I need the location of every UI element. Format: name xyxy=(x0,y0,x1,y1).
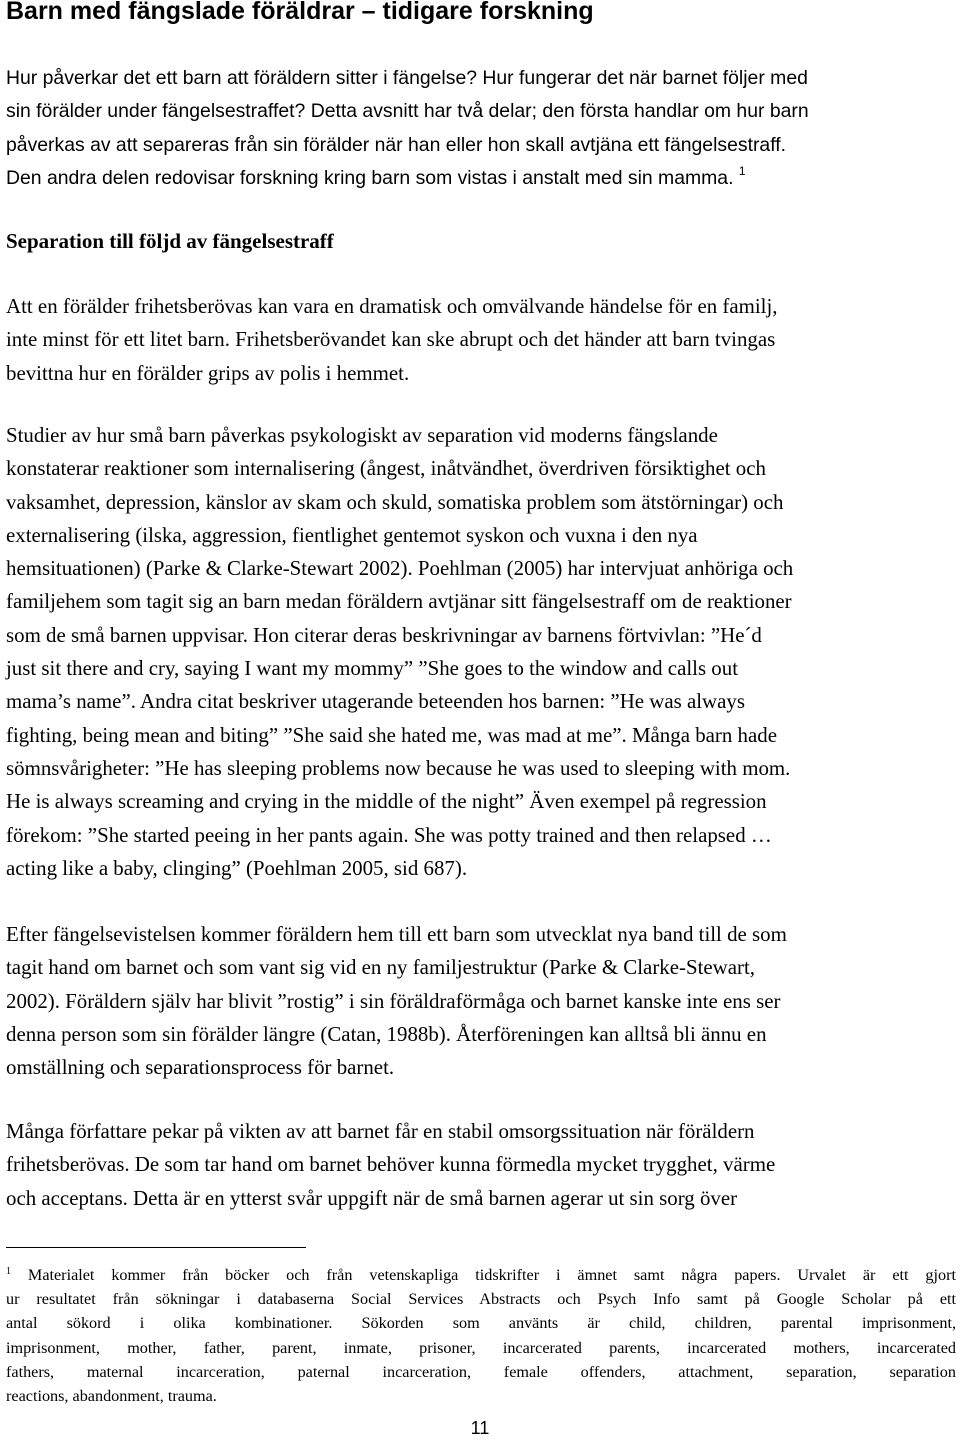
text-line: He is always screaming and crying in the middle of the night” Även exempel på regression xyxy=(6,789,767,814)
text-line: Studier av hur små barn påverkas psykologiskt av separation vid moderns fängslande xyxy=(6,423,718,447)
footnote-marker: 1 xyxy=(6,1266,11,1277)
text-line: sin förälder under fängelsestraffet? Detta avsnitt har två delar; den första handlar om hur barn xyxy=(6,100,809,123)
text-line: och acceptans. Detta är en ytterst svår uppgift när de små barnen agerar ut sin sorg över xyxy=(6,1185,738,1210)
paragraph-3 xyxy=(6,918,954,1084)
text-line: sömnsvårigheter: ”He has sleeping problems now because he was used to sleeping with mom. xyxy=(6,755,791,780)
text-line: konstaterar reaktioner som internalisering (ångest, inåtvändhet, överdriven försiktighet och xyxy=(6,456,766,481)
paragraph-4 xyxy=(6,1115,954,1215)
paragraph-2 xyxy=(6,419,954,885)
text-line: frihetsberövas. De som tar hand om barnet behöver kunna förmedla mycket trygghet, värme xyxy=(6,1152,776,1177)
text-line: vaksamhet, depression, känslor av skam och skuld, somatiska problem som ätstörningar) och xyxy=(6,489,784,514)
footnote-line: reactions, abandonment, trauma. xyxy=(6,1387,217,1406)
section-heading: Separation till följd av fängelsestraff xyxy=(6,229,334,253)
text-line: Efter fängelsevistelsen kommer föräldern hem till ett barn som utvecklat nya band till de som xyxy=(6,922,787,946)
text-line: hemsituationen) (Parke & Clarke-Stewart 2002). Poehlman (2005) har intervjuat anhöriga och xyxy=(6,556,794,581)
footnote-line xyxy=(6,1263,956,1287)
paragraph-1 xyxy=(6,290,954,390)
text-line: Många författare pekar på vikten av att barnet får en stabil omsorgssituation när föräldern xyxy=(6,1119,755,1143)
text-line: externalisering (ilska, aggression, fientlighet gentemot syskon och vuxna i den nya xyxy=(6,522,698,547)
footnote-reference: 1 xyxy=(738,163,746,178)
text-line: förekom: ”She started peeing in her pants again. She was potty trained and then relapsed … xyxy=(6,822,772,847)
text-line: 2002). Föräldern själv har blivit ”rostig” i sin föräldraförmåga och barnet kanske inte ens ser xyxy=(6,988,781,1013)
text-line: acting like a baby, clinging” (Poehlman 2005, sid 687). xyxy=(6,855,468,880)
text-line: fighting, being mean and biting” ”She said she hated me, was mad at me”. Många barn hade xyxy=(6,722,777,747)
text-line: Att en förälder frihetsberövas kan vara en dramatisk och omvälvande händelse för en familj, xyxy=(6,294,778,318)
intro-paragraph xyxy=(6,62,954,195)
text-line: Hur påverkar det ett barn att föräldern sitter i fängelse? Hur fungerar det när barnet följer med xyxy=(6,67,808,89)
text-line: denna person som sin förälder längre (Catan, 1988b). Återföreningen kan alltså bli ännu en xyxy=(6,1021,767,1046)
footnote-line: antal sökord i olika kombinationer. Sökorden som använts är child, children, parental imprisonment, xyxy=(6,1314,956,1333)
text-line: omställning och separationsprocess för barnet. xyxy=(6,1055,395,1080)
intro-last-line-text: Den andra delen redovisar forskning kring barn som vistas i anstalt med sin mamma. xyxy=(6,166,734,189)
text-line xyxy=(6,162,954,195)
footnote-line: ur resultatet från sökningar i databaserna Social Services Abstracts och Psych Info samt på Google Scholar på ett xyxy=(6,1290,956,1309)
text-line: bevittna hur en förälder grips av polis i hemmet. xyxy=(6,360,410,385)
text-line: påverkas av att separeras från sin förälder när han eller hon skall avtjäna ett fängelsestraff. xyxy=(6,133,787,156)
footnote-separator xyxy=(6,1247,306,1248)
footnote-line: fathers, maternal incarceration, paternal incarceration, female offenders, attachment, separation, separation xyxy=(6,1362,956,1381)
footnote-line: imprisonment, mother, father, parent, inmate, prisoner, incarcerated parents, incarcerated mothers, incarcerated xyxy=(6,1338,956,1357)
text-line: tagit hand om barnet och som vant sig vid en ny familjestruktur (Parke & Clarke-Stewart, xyxy=(6,955,755,980)
page-title: Barn med fängslade föräldrar – tidigare forskning xyxy=(6,0,594,25)
text-line: som de små barnen uppvisar. Hon citerar deras beskrivningar av barnens förtvivlan: ”He´d xyxy=(6,622,762,647)
footnote xyxy=(6,1263,956,1408)
text-line: just sit there and cry, saying I want my mommy” ”She goes to the window and calls out xyxy=(6,656,738,681)
text-line: inte minst för ett litet barn. Frihetsberövandet kan ske abrupt och det händer att barn tvingas xyxy=(6,327,776,352)
text-line: familjehem som tagit sig an barn medan föräldern avtjänar sitt fängelsestraff om de reaktioner xyxy=(6,589,792,614)
page-number: 11 xyxy=(470,1418,490,1438)
footnote-first-line-text: Materialet kommer från böcker och från vetenskapliga tidskrifter i ämnet samt några papers. Urvalet är ett gjort xyxy=(27,1266,957,1284)
text-line: mama’s name”. Andra citat beskriver utagerande beteenden hos barnen: ”He was always xyxy=(6,689,745,714)
